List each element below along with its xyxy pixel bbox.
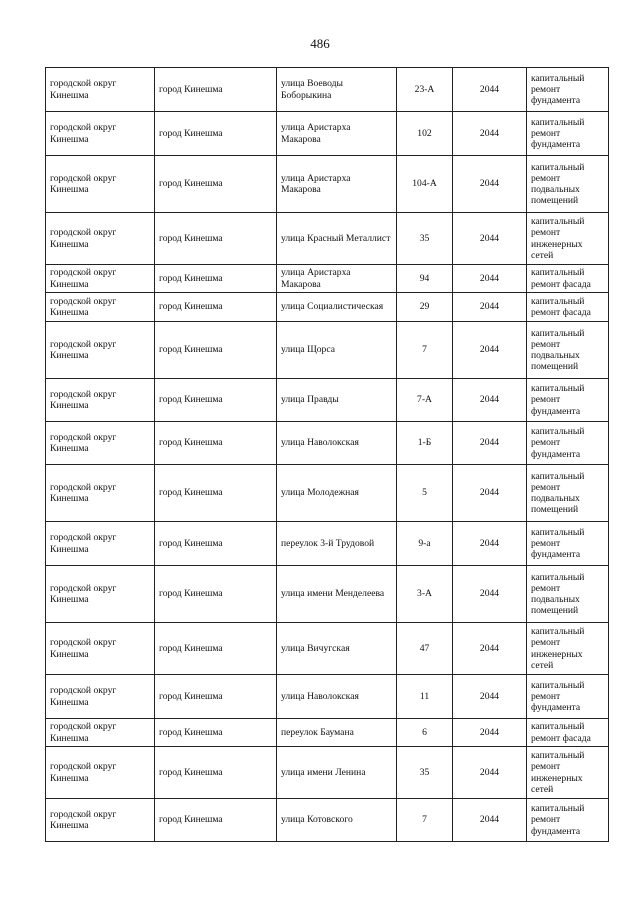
work-type-cell: капитальный ремонт фундамента xyxy=(527,379,609,422)
table-row xyxy=(46,322,609,379)
district-cell: городской округ Кинешма xyxy=(46,623,155,675)
table-row xyxy=(46,623,609,675)
page-number: 486 xyxy=(310,36,330,51)
table-row xyxy=(46,68,609,112)
table-row xyxy=(46,379,609,422)
year-cell: 2044 xyxy=(453,68,527,112)
table-row xyxy=(46,465,609,522)
house-number-cell: 3-А xyxy=(397,566,453,623)
district-cell: городской округ Кинешма xyxy=(46,799,155,842)
city-cell: город Кинешма xyxy=(155,422,277,465)
work-type-cell: капитальный ремонт фасада xyxy=(527,293,609,322)
year-cell: 2044 xyxy=(453,747,527,799)
table-body xyxy=(46,68,609,842)
table-row xyxy=(46,112,609,156)
city-cell: город Кинешма xyxy=(155,522,277,566)
district-cell: городской округ Кинешма xyxy=(46,213,155,265)
work-type-cell: капитальный ремонт фундамента xyxy=(527,68,609,112)
street-cell: улица имени Ленина xyxy=(277,747,397,799)
year-cell: 2044 xyxy=(453,522,527,566)
street-cell: улица Аристарха Макарова xyxy=(277,265,397,293)
work-type-cell: капитальный ремонт фасада xyxy=(527,719,609,747)
house-number-cell: 94 xyxy=(397,265,453,293)
work-type-cell: капитальный ремонт инженерных сетей xyxy=(527,623,609,675)
work-type-cell: капитальный ремонт фундамента xyxy=(527,422,609,465)
house-number-cell: 7 xyxy=(397,322,453,379)
year-cell: 2044 xyxy=(453,719,527,747)
street-cell: улица Молодежная xyxy=(277,465,397,522)
city-cell: город Кинешма xyxy=(155,747,277,799)
table-row xyxy=(46,213,609,265)
house-number-cell: 35 xyxy=(397,213,453,265)
year-cell: 2044 xyxy=(453,379,527,422)
work-type-cell: капитальный ремонт фундамента xyxy=(527,675,609,719)
house-number-cell: 11 xyxy=(397,675,453,719)
district-cell: городской округ Кинешма xyxy=(46,68,155,112)
district-cell: городской округ Кинешма xyxy=(46,112,155,156)
district-cell: городской округ Кинешма xyxy=(46,522,155,566)
house-number-cell: 1-Б xyxy=(397,422,453,465)
city-cell: город Кинешма xyxy=(155,322,277,379)
district-cell: городской округ Кинешма xyxy=(46,293,155,322)
city-cell: город Кинешма xyxy=(155,465,277,522)
house-number-cell: 47 xyxy=(397,623,453,675)
year-cell: 2044 xyxy=(453,265,527,293)
street-cell: улица Наволокская xyxy=(277,675,397,719)
city-cell: город Кинешма xyxy=(155,156,277,213)
district-cell: городской округ Кинешма xyxy=(46,747,155,799)
work-type-cell: капитальный ремонт подвальных помещений xyxy=(527,322,609,379)
year-cell: 2044 xyxy=(453,293,527,322)
street-cell: улица Воеводы Боборыкина xyxy=(277,68,397,112)
city-cell: город Кинешма xyxy=(155,799,277,842)
year-cell: 2044 xyxy=(453,213,527,265)
district-cell: городской округ Кинешма xyxy=(46,156,155,213)
city-cell: город Кинешма xyxy=(155,293,277,322)
year-cell: 2044 xyxy=(453,422,527,465)
house-number-cell: 7 xyxy=(397,799,453,842)
table-row xyxy=(46,422,609,465)
district-cell: городской округ Кинешма xyxy=(46,719,155,747)
work-type-cell: капитальный ремонт подвальных помещений xyxy=(527,156,609,213)
table-row xyxy=(46,675,609,719)
house-number-cell: 7-А xyxy=(397,379,453,422)
work-type-cell: капитальный ремонт инженерных сетей xyxy=(527,747,609,799)
year-cell: 2044 xyxy=(453,156,527,213)
year-cell: 2044 xyxy=(453,112,527,156)
street-cell: переулок 3-й Трудовой xyxy=(277,522,397,566)
street-cell: улица Наволокская xyxy=(277,422,397,465)
table-row xyxy=(46,156,609,213)
street-cell: переулок Баумана xyxy=(277,719,397,747)
street-cell: улица Щорса xyxy=(277,322,397,379)
street-cell: улица Красный Металлист xyxy=(277,213,397,265)
year-cell: 2044 xyxy=(453,465,527,522)
house-number-cell: 5 xyxy=(397,465,453,522)
year-cell: 2044 xyxy=(453,623,527,675)
house-number-cell: 35 xyxy=(397,747,453,799)
table-row xyxy=(46,293,609,322)
repair-schedule-table xyxy=(45,67,609,842)
city-cell: город Кинешма xyxy=(155,623,277,675)
street-cell: улица Аристарха Макарова xyxy=(277,112,397,156)
district-cell: городской округ Кинешма xyxy=(46,675,155,719)
street-cell: улица Социалистическая xyxy=(277,293,397,322)
work-type-cell: капитальный ремонт фундамента xyxy=(527,522,609,566)
city-cell: город Кинешма xyxy=(155,112,277,156)
work-type-cell: капитальный ремонт фундамента xyxy=(527,799,609,842)
street-cell: улица Аристарха Макарова xyxy=(277,156,397,213)
work-type-cell: капитальный ремонт подвальных помещений xyxy=(527,566,609,623)
table-row xyxy=(46,522,609,566)
house-number-cell: 104-А xyxy=(397,156,453,213)
street-cell: улица Вичугская xyxy=(277,623,397,675)
work-type-cell: капитальный ремонт инженерных сетей xyxy=(527,213,609,265)
table-row xyxy=(46,747,609,799)
year-cell: 2044 xyxy=(453,566,527,623)
city-cell: город Кинешма xyxy=(155,675,277,719)
table-row xyxy=(46,799,609,842)
table-row xyxy=(46,719,609,747)
district-cell: городской округ Кинешма xyxy=(46,566,155,623)
year-cell: 2044 xyxy=(453,322,527,379)
district-cell: городской округ Кинешма xyxy=(46,422,155,465)
city-cell: город Кинешма xyxy=(155,265,277,293)
city-cell: город Кинешма xyxy=(155,719,277,747)
street-cell: улица Котовского xyxy=(277,799,397,842)
table-row xyxy=(46,566,609,623)
district-cell: городской округ Кинешма xyxy=(46,322,155,379)
city-cell: город Кинешма xyxy=(155,379,277,422)
table-row xyxy=(46,265,609,293)
district-cell: городской округ Кинешма xyxy=(46,265,155,293)
house-number-cell: 23-А xyxy=(397,68,453,112)
district-cell: городской округ Кинешма xyxy=(46,465,155,522)
city-cell: город Кинешма xyxy=(155,566,277,623)
house-number-cell: 29 xyxy=(397,293,453,322)
house-number-cell: 9-а xyxy=(397,522,453,566)
year-cell: 2044 xyxy=(453,675,527,719)
work-type-cell: капитальный ремонт фундамента xyxy=(527,112,609,156)
city-cell: город Кинешма xyxy=(155,68,277,112)
city-cell: город Кинешма xyxy=(155,213,277,265)
house-number-cell: 102 xyxy=(397,112,453,156)
street-cell: улица имени Менделеева xyxy=(277,566,397,623)
year-cell: 2044 xyxy=(453,799,527,842)
work-type-cell: капитальный ремонт подвальных помещений xyxy=(527,465,609,522)
district-cell: городской округ Кинешма xyxy=(46,379,155,422)
house-number-cell: 6 xyxy=(397,719,453,747)
street-cell: улица Правды xyxy=(277,379,397,422)
work-type-cell: капитальный ремонт фасада xyxy=(527,265,609,293)
